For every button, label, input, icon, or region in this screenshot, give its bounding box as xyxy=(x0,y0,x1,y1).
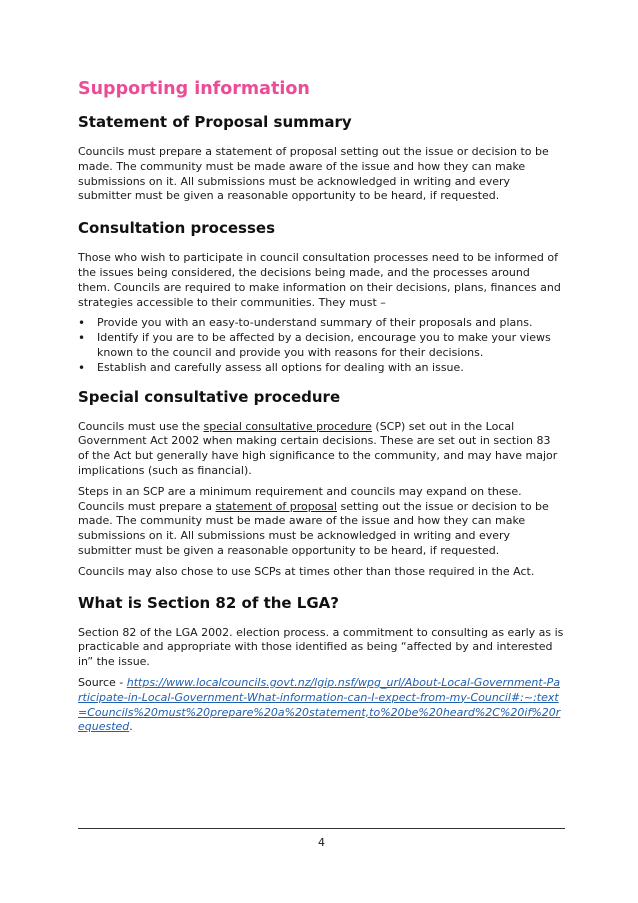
special-consultative-procedure-link[interactable]: special consultative procedure xyxy=(203,419,372,433)
section-82-paragraph: Section 82 of the LGA 2002. election process. a commitment to consulting as early as is practicable and appropriate with those identified as being “affected by and interested in” the issue. xyxy=(78,625,564,669)
list-item: • Identify if you are to be affected by a decision, encourage you to make your views known to the council and provide you with reasons for their decisions. xyxy=(78,331,564,361)
heading-consultation-processes: Consultation processes xyxy=(78,219,276,238)
page-title: Supporting information xyxy=(78,79,310,99)
scp-paragraph-2 xyxy=(78,485,564,559)
scp-p2-text: Steps in an SCP are a minimum requirement and councils may expand on these. Councils must prepare a xyxy=(78,484,522,513)
statement-of-proposal-paragraph: Councils must prepare a statement of proposal setting out the issue or decision to be made. The community must be made aware of the issue and how they can make submissions on it. All submissions must be acknowledged in writing and every submitter must be given a reasonable opportunity to be heard, if requested. xyxy=(78,145,549,203)
scp-p1-text-end: (SCP) set out in the Local Government Act 2002 when making certain decisions. These are set out in section 83 of the Act but generally have high significance to the community, and may have major implications (such as financial). xyxy=(78,419,558,477)
page-content xyxy=(78,78,564,735)
source-label: Source - xyxy=(78,675,127,689)
heading-special-consultative-procedure: Special consultative procedure xyxy=(78,387,341,406)
consultation-bullet-list xyxy=(78,316,564,375)
list-item: • Establish and carefully assess all options for dealing with an issue. xyxy=(78,361,564,376)
source-link[interactable]: https://www.localcouncils.govt.nz/lgip.nsf/wpg_url/About-Local-Government-Participate-in-Local-Government-What-information-can-I-expect-from-my-Council#:~:text=Councils%20must%20prepare%20a%20statement,to%20be%20heard%2C%20if%20requested xyxy=(78,675,561,734)
scp-p2-text-end: setting out the issue or decision to be made. The community must be made aware of the issue and how they can make submissions on it. All submissions must be acknowledged in writing and every submitter must be given a reasonable opportunity to be heard, if requested. xyxy=(78,499,549,557)
consultation-paragraph: Those who wish to participate in council consultation processes need to be informed of the issues being considered, the decisions being made, and the processes around them. Councils are required to make information on their decisions, plans, finances and strategies accessible to their communities. They must – xyxy=(78,251,561,309)
list-item: • Provide you with an easy-to-understand summary of their proposals and plans. xyxy=(78,316,564,331)
scp-paragraph-1 xyxy=(78,420,564,479)
source-end: . xyxy=(129,720,133,734)
statement-of-proposal-link[interactable]: statement of proposal xyxy=(215,499,337,513)
heading-section-82: What is Section 82 of the LGA? xyxy=(78,593,339,612)
page-number: 4 xyxy=(318,836,325,849)
scp-paragraph-3: Councils may also chose to use SCPs at times other than those required in the Act. xyxy=(78,564,535,578)
scp-p1-text: Councils must use the xyxy=(78,419,204,433)
heading-statement-of-proposal: Statement of Proposal summary xyxy=(78,113,352,131)
footer-divider xyxy=(78,828,565,829)
source-citation xyxy=(78,676,564,735)
